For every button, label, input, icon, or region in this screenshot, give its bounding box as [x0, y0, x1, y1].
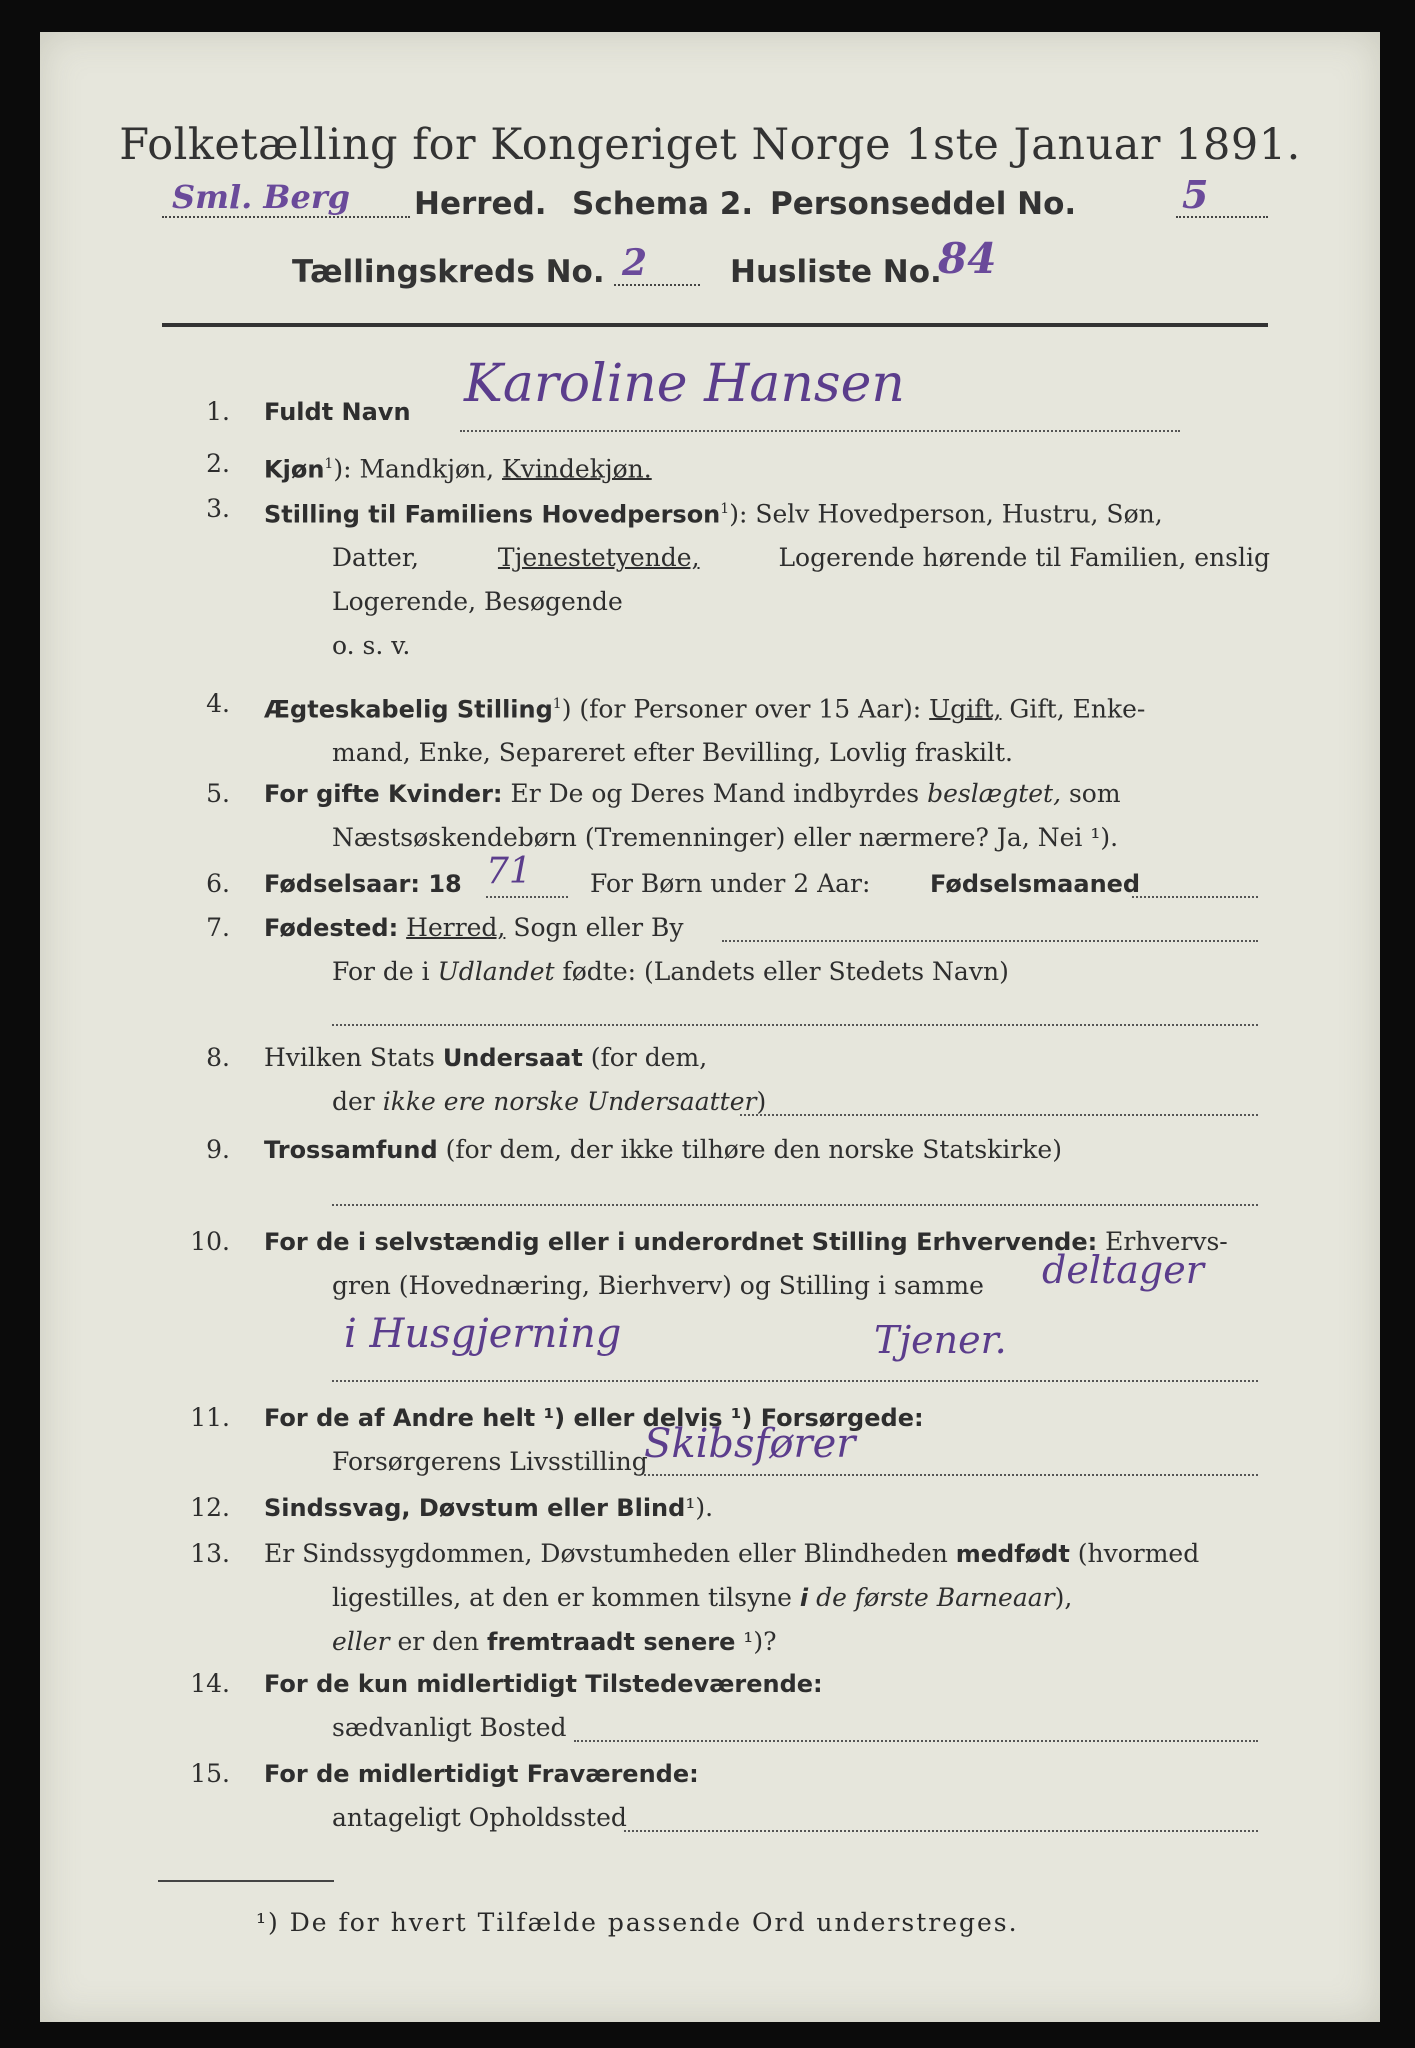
q13-line1-c: (hvormed [1069, 1539, 1200, 1568]
q2-sup: 1 [324, 456, 334, 472]
q3-underlined: Tjenestetyende, [497, 543, 700, 573]
q5-label: For gifte Kvinder: [264, 780, 503, 808]
q2-underlined: Kvindekjøn. [502, 454, 652, 484]
q8-line1-a: Hvilken Stats [264, 1043, 443, 1072]
q10-line2: gren (Hovednæring, Bierhverv) og Stilling i samme [332, 1271, 984, 1300]
q1-body [264, 354, 1270, 434]
q3-line4: o. s. v. [332, 631, 411, 661]
q13-line3-d: ¹)? [735, 1627, 777, 1656]
q4-line1-c: Gift, Enke- [1001, 694, 1146, 724]
q13-bold: medfødt [955, 1540, 1070, 1568]
q6-number: 6. [206, 869, 230, 898]
q3-label: Stilling til Familiens Hovedperson [264, 500, 721, 529]
q10-answer1: deltager [1042, 1248, 1204, 1292]
q13-line3-bold: fremtraadt senere [487, 1628, 736, 1656]
q3-line3: Logerende, Besøgende [332, 587, 623, 617]
q4-underlined: Ugift, [929, 694, 1002, 724]
q5-italic: beslægtet, [927, 779, 1062, 808]
q10-number: 10. [190, 1227, 230, 1256]
q8-line [740, 1114, 1258, 1116]
q10-bold: Erhvervende: [916, 1228, 1098, 1256]
q1-label: Fuldt Navn [264, 398, 411, 426]
q8-line1-c: (for dem, [582, 1043, 708, 1072]
q3-line2 [264, 536, 1270, 580]
q7-line1-c: Sogn eller By [505, 913, 684, 942]
q7-line2-a: For de i [332, 957, 438, 986]
q5-line2: Næstsøskendebørn (Tremenninger) eller nærmere? Ja, Nei ¹). [332, 823, 1119, 852]
header-row-2 [162, 234, 1268, 294]
q1-number: 1. [206, 397, 230, 426]
q6-mid: For Børn under 2 Aar: [590, 869, 871, 898]
q11-line2: Forsørgerens Livsstilling [332, 1447, 648, 1476]
q3-line2-a: Datter, [332, 543, 419, 573]
q15-line2: antageligt Opholdssted [332, 1803, 627, 1832]
form-title: Folketælling for Kongeriget Norge 1ste Januar 1891. [119, 120, 1301, 170]
q13-line2-b: i [799, 1584, 809, 1612]
q11-bold: Forsørgede: [760, 1404, 924, 1432]
q13-line1-a: Er Sindssygdommen, Døvstumheden eller Blindheden [264, 1539, 956, 1568]
q12-label: Sindssvag, Døvstum eller Blind [264, 1494, 686, 1522]
q6-body [264, 851, 1270, 906]
husliste-value: 84 [938, 234, 997, 283]
kreds-label: Tællingskreds No. [292, 254, 605, 290]
q14-body [264, 1662, 1270, 1750]
q1-line [460, 430, 1180, 432]
q7-underlined: Herred, [406, 913, 506, 942]
header-row-1 [162, 172, 1268, 228]
q6-year-line [486, 896, 568, 898]
q10-line [332, 1380, 1258, 1382]
q5-body [264, 772, 1270, 860]
q10-line1-c: Erhvervs- [1097, 1227, 1228, 1256]
q11-number: 11. [190, 1403, 230, 1432]
q12-body [264, 1486, 1270, 1530]
q13-line2-a: ligestilles, at den er kommen tilsyne [332, 1583, 800, 1612]
q13-number: 13. [190, 1539, 230, 1568]
q4-sup: 1 [552, 696, 562, 712]
q7-number: 7. [206, 913, 230, 942]
q12-tail: ¹). [685, 1493, 714, 1522]
herred-line [162, 216, 410, 218]
q7-body [264, 906, 1270, 994]
q14-label: For de kun midlertidigt Tilstedeværende: [264, 1670, 823, 1698]
q13-italic: de første Barneaar [808, 1583, 1055, 1612]
q15-number: 15. [190, 1759, 230, 1788]
q8-italic: ikke ere norske Undersaatter [382, 1087, 757, 1116]
q9-label: Trossamfund [264, 1136, 438, 1164]
q7-line2-c: fødte: (Landets eller Stedets Navn) [554, 957, 1009, 986]
q7-italic: Udlandet [437, 957, 555, 986]
footnote: ¹) De for hvert Tilfælde passende Ord understreges. [256, 1908, 1019, 1937]
q15-body [264, 1752, 1270, 1840]
q3-number: 3. [206, 494, 230, 523]
census-form [40, 32, 1380, 2022]
q11-body [264, 1396, 1270, 1484]
kreds-line [614, 284, 700, 286]
q10-answer2: i Husgjerning [344, 1311, 622, 1357]
q4-body [264, 682, 1270, 775]
kreds-value: 2 [622, 242, 648, 284]
q14-number: 14. [190, 1669, 230, 1698]
q4-number: 4. [206, 689, 230, 718]
q6-label2: Fødselsmaaned [930, 870, 1141, 898]
footnote-rule [158, 1880, 334, 1882]
q3-line1: ): Selv Hovedperson, Hustru, Søn, [729, 499, 1163, 529]
q12-number: 12. [190, 1493, 230, 1522]
q13-line3-b: er den [389, 1627, 488, 1656]
q8-line2-a: der [332, 1087, 383, 1116]
q9-number: 9. [206, 1135, 230, 1164]
q7-line1 [722, 940, 1258, 942]
q9-rest: (for dem, der ikke tilhøre den norske Statskirke) [437, 1135, 1062, 1164]
q5-number: 5. [206, 779, 230, 808]
q15-line [624, 1830, 1258, 1832]
q10-answer3: Tjener. [874, 1318, 1007, 1362]
q6-month-line [1132, 896, 1258, 898]
husliste-label: Husliste No. [730, 254, 942, 290]
q14-line [574, 1740, 1258, 1742]
q2-label: Kjøn [264, 455, 325, 484]
herred-value: Sml. Berg [172, 178, 351, 216]
q8-line2-c: ) [756, 1087, 767, 1116]
q9-line [332, 1204, 1258, 1206]
q5-line1-a: Er De og Deres Mand indbyrdes [502, 779, 928, 808]
q2-text-a: ): Mandkjøn, [333, 454, 503, 484]
q13-line2-d: ), [1054, 1583, 1073, 1612]
q13-line3-a: eller [332, 1627, 390, 1656]
q10-body [264, 1220, 1270, 1362]
q3-sup: 1 [720, 501, 730, 517]
q5-line1-c: som [1061, 779, 1121, 808]
q2-number: 2. [206, 449, 230, 478]
schema-label: Schema 2. [572, 186, 754, 222]
q6-label: Fødselsaar: 18 [264, 870, 462, 898]
personseddel-value: 5 [1182, 172, 1209, 217]
q11-line1-a: For de af Andre helt ¹) eller delvis ¹) [264, 1404, 761, 1432]
q7-line2 [332, 1024, 1258, 1026]
q3-body [264, 487, 1270, 668]
q9-body [264, 1128, 1270, 1172]
q2-body [264, 442, 1270, 491]
herred-label: Herred. [414, 186, 547, 222]
q15-label: For de midlertidigt Fraværende: [264, 1760, 699, 1788]
q4-line1-a: ) (for Personer over 15 Aar): [561, 694, 930, 724]
q8-bold: Undersaat [442, 1044, 583, 1072]
q11-line [644, 1474, 1258, 1476]
q7-label: Fødested: [264, 914, 399, 942]
q11-answer: Skibsfører [644, 1421, 856, 1467]
q4-label: Ægteskabelig Stilling [264, 695, 553, 724]
q6-answer: 71 [486, 851, 532, 892]
q1-answer: Karoline Hansen [464, 354, 905, 414]
q3-line2-c: Logerende hørende til Familien, enslig [778, 543, 1270, 573]
q4-line2: mand, Enke, Separeret efter Bevilling, Lovlig fraskilt. [332, 738, 1013, 768]
q8-body [264, 1036, 1270, 1124]
q13-body [264, 1532, 1270, 1664]
q10-line1-a: For de i selvstændig eller i underordnet Stilling [264, 1228, 917, 1256]
header-rule [162, 323, 1268, 327]
q14-line2: sædvanligt Bosted [332, 1713, 567, 1742]
q8-number: 8. [206, 1043, 230, 1072]
personseddel-label: Personseddel No. [770, 186, 1077, 222]
